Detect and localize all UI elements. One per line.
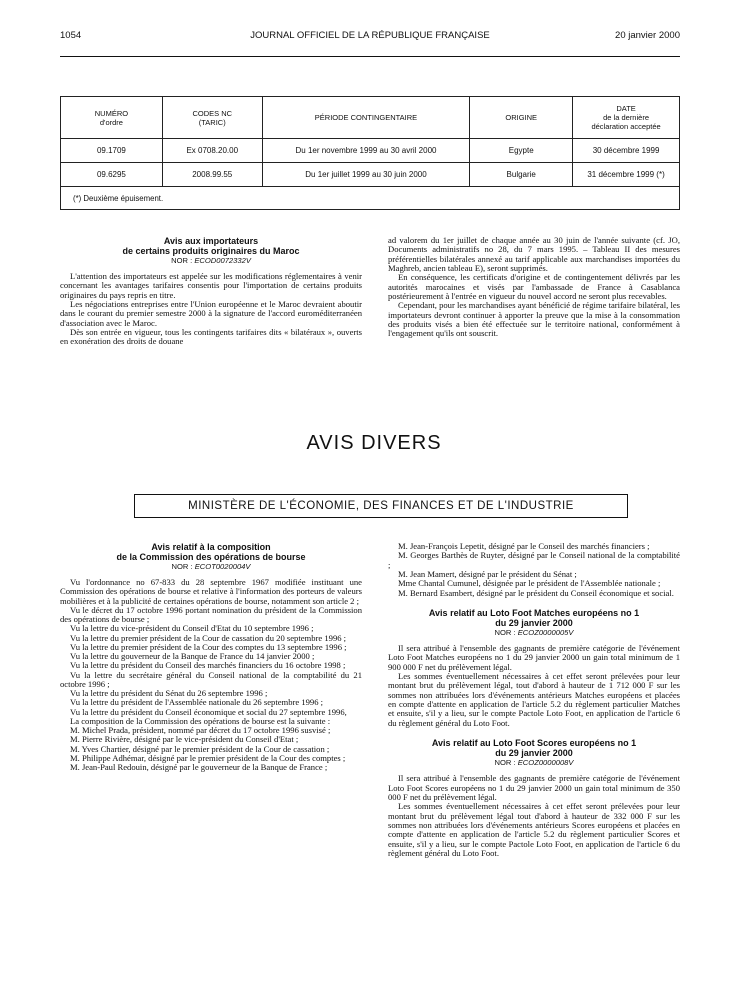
paragraph: Vu la lettre du secrétaire général du Conseil national de la comptabilité du 21 octobre 1996 ; xyxy=(60,669,362,689)
journal-title: JOURNAL OFFICIEL DE LA RÉPUBLIQUE FRANÇAISE xyxy=(250,30,490,41)
quota-table xyxy=(60,96,680,210)
paragraph: Vu la lettre du gouverneur de la Banque de France du 14 janvier 2000 ; xyxy=(70,651,315,661)
ministry-heading: MINISTÈRE DE L'ÉCONOMIE, DES FINANCES ET DE L'INDUSTRIE xyxy=(134,494,628,518)
table-cell: 09.6295 xyxy=(61,163,163,187)
paragraph: Vu l'ordonnance no 67-833 du 28 septembre 1967 modifiée instituant une Commission des opérations de bourse et relative à l'information des porteurs de valeurs mobilières et à la publicité de certaines opérations de bourse, notamment son article 2 ; xyxy=(60,577,362,606)
nor-reference xyxy=(388,758,680,768)
nor-reference xyxy=(388,628,680,638)
title-line: Avis relatif à la composition xyxy=(151,542,271,552)
header-periode: PÉRIODE CONTINGENTAIRE xyxy=(262,97,470,139)
nor-code: ECOZ0000005V xyxy=(517,628,574,638)
header-rule xyxy=(60,56,680,57)
paragraph: Les négociations entreprises entre l'Union européenne et le Maroc devraient aboutir dans le courant du premier semestre 2000 à la signature de l'accord euroméditerranéen d'association avec le Maroc. xyxy=(60,299,362,328)
table-cell: Ex 0708.20.00 xyxy=(162,139,262,163)
table-cell: 31 décembre 1999 (*) xyxy=(573,163,680,187)
paragraph: Il sera attribué à l'ensemble des gagnants de première catégorie de l'événement Loto Foot Matches européens no 1 du 29 janvier 2000 un gain total minimum de 1 900 000 F net du prélèvement légal. xyxy=(388,643,680,672)
paragraph: Cependant, pour les marchandises ayant bénéficié de régime tarifaire bilatéral, les importateurs devront continuer à apporter la preuve que la mise à la consommation des produits visés a bien été effectuée sur le territoire national, conformément à l'engagement qu'ils ont souscrit. xyxy=(388,300,680,339)
avis-loto-scores-title xyxy=(388,738,680,758)
avis-importateurs-right xyxy=(388,236,680,339)
paragraph: Vu la lettre du président du Sénat du 26 septembre 1996 ; xyxy=(70,688,268,698)
nor-reference xyxy=(60,562,362,572)
paragraph: M. Georges Barthès de Ruyter, désigné par le Conseil national de la comptabilité ; xyxy=(388,550,680,570)
paragraph: Vu la lettre du premier président de la Cour des comptes du 13 septembre 1996 ; xyxy=(70,641,347,652)
header-codes: CODES NC (TARIC) xyxy=(162,97,262,139)
table-cell: 30 décembre 1999 xyxy=(573,139,680,163)
title-line: Avis aux importateurs xyxy=(163,236,259,246)
header-numero: NUMÉRO d'ordre xyxy=(61,97,163,139)
table-cell: 2008.99.55 xyxy=(162,163,262,187)
nor-label: NOR : xyxy=(171,562,195,571)
table-cell: 09.1709 xyxy=(61,139,163,163)
nor-code: ECOD0072332V xyxy=(194,256,251,265)
paragraph: Mme Chantal Cumunel, désignée par le président de l'Assemblée nationale ; xyxy=(398,578,661,589)
paragraph: M. Bernard Esambert, désigné par le président du Conseil économique et social. xyxy=(398,587,674,598)
title-line: de la Commission des opérations de bourse xyxy=(116,552,306,562)
paragraph: La composition de la Commission des opérations de bourse est la suivante : xyxy=(70,715,331,726)
title-line: du 29 janvier 2000 xyxy=(495,618,573,629)
paragraph: Vu la lettre du vice-président du Conseil d'Etat du 10 septembre 1996 ; xyxy=(70,623,314,634)
paragraph: Vu la lettre du président de l'Assemblée nationale du 26 septembre 1996 ; xyxy=(70,697,324,708)
paragraph: Vu le décret du 17 octobre 1996 portant nomination du président de la Commission des opérations de bourse ; xyxy=(60,604,362,624)
table-cell: Bulgarie xyxy=(470,163,573,187)
nor-label: NOR : xyxy=(494,628,518,638)
page-number: 1054 xyxy=(60,30,82,41)
issue-date: 20 janvier 2000 xyxy=(615,30,680,41)
running-header xyxy=(60,30,680,44)
title-line: du 29 janvier 2000 xyxy=(495,748,573,759)
paragraph: M. Jean Mamert, désigné par le président du Sénat ; xyxy=(398,569,577,580)
table-cell: Du 1er juillet 1999 au 30 juin 2000 xyxy=(262,163,470,187)
header-origine: ORIGINE xyxy=(470,97,573,139)
nor-reference xyxy=(60,256,362,266)
header-date: DATE de la dernière déclaration acceptée xyxy=(573,97,680,139)
title-line: de certains produits originaires du Maroc xyxy=(122,246,300,256)
title-line: Avis relatif au Loto Foot Matches européens no 1 xyxy=(428,608,640,619)
paragraph: Vu la lettre du président du Conseil économique et social du 27 septembre 1996, xyxy=(70,706,347,717)
avis-cob-left xyxy=(60,542,362,772)
paragraph: Vu la lettre du président du Conseil des marchés financiers du 16 octobre 1998 ; xyxy=(70,660,346,671)
table-row xyxy=(61,163,680,187)
table-header-row xyxy=(61,97,680,139)
paragraph: M. Jean-Paul Redouin, désigné par le gouverneur de la Banque de France ; xyxy=(70,762,328,772)
paragraph: M. Pierre Rivière, désigné par le vice-président du Conseil d'Etat ; xyxy=(70,734,299,745)
table-row xyxy=(61,139,680,163)
paragraph: M. Yves Chartier, désigné par le premier président de la Cour de cassation ; xyxy=(70,743,330,754)
paragraph: Les sommes éventuellement nécessaires à cet effet seront prélevées pour leur montant brut du prélèvement légal tout d'abord à hauteur de 332 000 F sur les sommes non attribuées lors d'événements antérieurs Scores européens et placées en compte d'attente en application de l'article 5.2 du règlement particulier Scores et ensuite, s'il y a lieu, sur le compte Pactole Loto Foot, en application de l'article 6 du règlement général du Loto Foot. xyxy=(388,801,680,858)
avis-cob-title xyxy=(60,542,362,562)
paragraph: Il sera attribué à l'ensemble des gagnants de première catégorie de l'événement Loto Foot Scores européens no 1 du 29 janvier 2000 un gain total minimum de 350 000 F net du prélèvement légal. xyxy=(388,773,680,802)
paragraph: Vu la lettre du premier président de la Cour de cassation du 20 septembre 1996 ; xyxy=(70,632,347,643)
avis-loto-matches-title xyxy=(388,608,680,628)
avis-importateurs-title xyxy=(60,236,362,256)
nor-label: NOR : xyxy=(171,256,195,265)
paragraph: Les sommes éventuellement nécessaires à cet effet seront prélevées pour leur montant brut du prélèvement légal, tout d'abord à hauteur de 1 712 000 F sur les sommes non attribuées lors d'événements antérieurs Matches européens et placées en compte d'attente en application de l'article 5.2 du règlement particulier Matches et ensuite, s'il y a lieu, sur le compte Pactole Loto Foot, en application de l'article 6 du règlement général du Loto Foot. xyxy=(388,671,680,728)
paragraph: Dès son entrée en vigueur, tous les contingents tarifaires dits « bilatéraux », ouverts en exonération des droits de douane xyxy=(60,327,362,347)
paragraph: M. Michel Prada, président, nommé par décret du 17 octobre 1996 susvisé ; xyxy=(70,725,331,735)
table-footnote: (*) Deuxième épuisement. xyxy=(61,187,680,210)
paragraph: ad valorem du 1er juillet de chaque année au 30 juin de l'année suivante (cf. JO, Documents administratifs no 28, du 7 mars 1995. – Tableau II des mesures préférentielles bilatérales annexé au tarif applicable aux marchandises importées du Maghreb, ancien tableau E), seront supprimés. xyxy=(388,235,680,274)
avis-importateurs-left xyxy=(60,236,362,347)
paragraph: M. Philippe Adhémar, désigné par le premier président de la Cour des comptes ; xyxy=(70,752,346,763)
paragraph: L'attention des importateurs est appelée sur les modifications réglementaires à venir concernant les avantages tarifaires consentis pour l'importation de certains produits originaires du pays repris en titre. xyxy=(60,271,362,300)
paragraph: M. Jean-François Lepetit, désigné par le Conseil des marchés financiers ; xyxy=(398,541,650,551)
nor-code: ECOT0020004V xyxy=(194,562,251,571)
table-cell: Egypte xyxy=(470,139,573,163)
avis-right-column xyxy=(388,542,680,858)
nor-code: ECOZ0000008V xyxy=(517,758,574,768)
title-line: Avis relatif au Loto Foot Scores européens no 1 xyxy=(431,738,637,749)
table-footnote-row xyxy=(61,187,680,210)
paragraph: En conséquence, les certificats d'origine et de contingentement délivrés par les autorités marocaines et visés par l'ambassade de France à Casablanca postérieurement à l'entrée en vigueur du nouvel accord ne seront plus recevables. xyxy=(388,272,680,302)
table-cell: Du 1er novembre 1999 au 30 avril 2000 xyxy=(262,139,470,163)
section-title: AVIS DIVERS xyxy=(306,432,442,454)
nor-label: NOR : xyxy=(494,758,518,768)
